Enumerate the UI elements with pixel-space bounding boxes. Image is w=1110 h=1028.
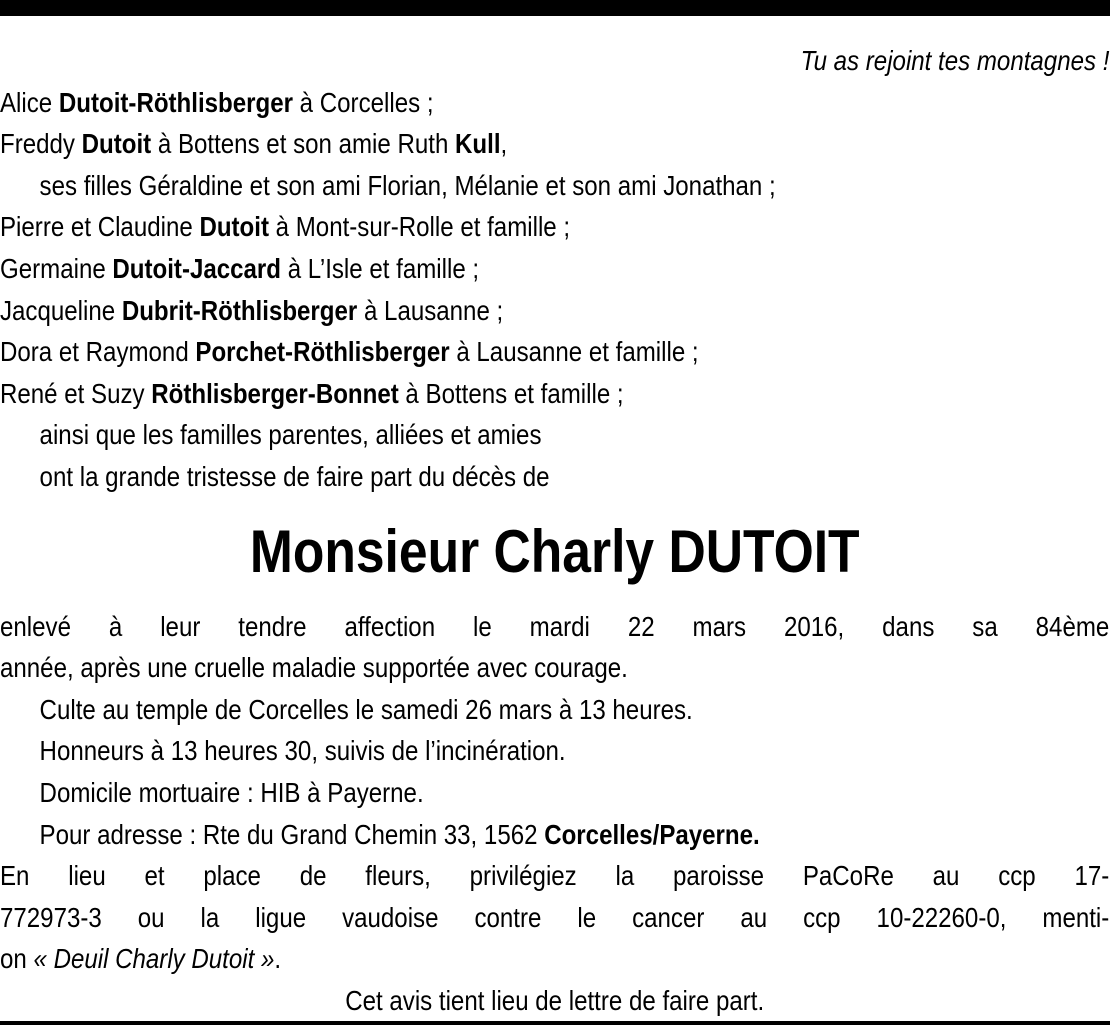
word: mardi <box>529 610 590 642</box>
family-name: Kull <box>455 128 501 160</box>
body-line-justified <box>0 606 1109 648</box>
bottom-rule <box>0 1021 1110 1025</box>
word: 84ème <box>1035 610 1110 642</box>
body-line <box>0 938 1109 980</box>
family-name: Röthlisberger-Bonnet <box>151 377 399 409</box>
word: ccp <box>998 860 1036 892</box>
family-text: à Bottens et son amie Ruth <box>151 128 456 160</box>
family-text: , <box>500 128 508 160</box>
word: En <box>0 860 30 892</box>
word: menti- <box>1042 901 1110 933</box>
family-line <box>0 82 1109 124</box>
family-name: Dutoit <box>81 128 152 160</box>
body-line-justified <box>0 855 1109 897</box>
family-line <box>0 248 1109 290</box>
culte-line: Culte au temple de Corcelles le samedi 26 mars à 13 heures. <box>39 693 693 725</box>
honneurs-line: Honneurs à 13 heures 30, suivis de l’incinération. <box>39 735 566 767</box>
family-text: ses filles Géraldine et son ami Florian, Mélanie et son ami Jonathan ; <box>39 169 776 201</box>
family-text: Freddy <box>0 128 82 160</box>
word: tendre <box>238 610 307 642</box>
family-text: Alice <box>0 86 59 118</box>
family-text: à Lausanne ; <box>357 294 504 326</box>
word: contre <box>474 901 542 933</box>
family-text: Dora et Raymond <box>0 336 196 368</box>
word: place <box>203 860 261 892</box>
word: le <box>577 901 597 933</box>
family-name: Porchet-Röthlisberger <box>195 336 450 368</box>
word: dans <box>882 610 935 642</box>
word: au <box>740 901 768 933</box>
word: 10-22260-0, <box>876 901 1007 933</box>
word: au <box>932 860 960 892</box>
word: cancer <box>632 901 705 933</box>
word: sa <box>972 610 998 642</box>
word: leur <box>160 610 201 642</box>
word: la <box>200 901 220 933</box>
family-line <box>0 123 1109 165</box>
adresse-locality: Corcelles/Payerne. <box>544 818 760 850</box>
body-line: année, après une cruelle maladie supportée avec courage. <box>0 652 628 684</box>
word: de <box>299 860 327 892</box>
family-text: à L’Isle et famille ; <box>281 252 480 284</box>
word: ou <box>137 901 165 933</box>
word: à <box>108 610 123 642</box>
epigraph: Tu as rejoint tes montagnes ! <box>800 45 1110 76</box>
adresse-line <box>0 814 1109 856</box>
body-line-justified <box>0 897 1109 939</box>
word: privilégiez <box>469 860 577 892</box>
top-rule <box>0 0 1110 16</box>
word: vaudoise <box>342 901 439 933</box>
domicile-line: Domicile mortuaire : HIB à Payerne. <box>39 776 424 808</box>
word: ligue <box>255 901 307 933</box>
announce-line: ont la grande tristesse de faire part du décès de <box>39 460 550 492</box>
deceased-heading <box>0 498 1109 606</box>
family-text: Pierre et Claudine <box>0 211 200 243</box>
word: la <box>615 860 635 892</box>
mention-text: « Deuil Charly Dutoit » <box>33 943 275 975</box>
family-line <box>0 206 1109 248</box>
family-name: Dutoit-Röthlisberger <box>58 86 293 118</box>
deceased-name: Monsieur Charly DUTOIT <box>249 518 860 586</box>
word: 17- <box>1074 860 1110 892</box>
family-name: Dutoit-Jaccard <box>112 252 282 284</box>
family-name: Dubrit-Röthlisberger <box>121 294 358 326</box>
family-name: Dutoit <box>199 211 269 243</box>
word: PaCoRe <box>802 860 894 892</box>
family-line <box>0 165 1109 207</box>
family-text: à Mont-sur-Rolle et famille ; <box>268 211 571 243</box>
word: lieu <box>68 860 106 892</box>
family-text: à Bottens et famille ; <box>398 377 624 409</box>
word: fleurs, <box>365 860 431 892</box>
word: le <box>473 610 492 642</box>
body-text: on <box>0 943 34 975</box>
obituary-notice <box>0 40 1110 1021</box>
family-text: Germaine <box>0 252 113 284</box>
adresse-text: Pour adresse : Rte du Grand Chemin 33, 1562 <box>39 818 545 850</box>
family-text: à Lausanne et famille ; <box>449 336 699 368</box>
word: ccp <box>803 901 841 933</box>
word: 2016, <box>783 610 845 642</box>
family-line <box>0 331 1109 373</box>
closing-line: Cet avis tient lieu de lettre de faire part. <box>345 984 765 1016</box>
body-text: . <box>274 943 282 975</box>
word: mars <box>692 610 747 642</box>
family-line <box>0 290 1109 332</box>
word: paroisse <box>673 860 765 892</box>
word: 772973-3 <box>0 901 102 933</box>
word: enlevé <box>0 610 71 642</box>
family-text: à Corcelles ; <box>292 86 434 118</box>
word: affection <box>344 610 436 642</box>
word: 22 <box>627 610 655 642</box>
word: et <box>144 860 165 892</box>
announce-line: ainsi que les familles parentes, alliées et amies <box>39 419 542 451</box>
family-text: Jacqueline <box>0 294 122 326</box>
family-text: René et Suzy <box>0 377 152 409</box>
family-line <box>0 373 1109 415</box>
